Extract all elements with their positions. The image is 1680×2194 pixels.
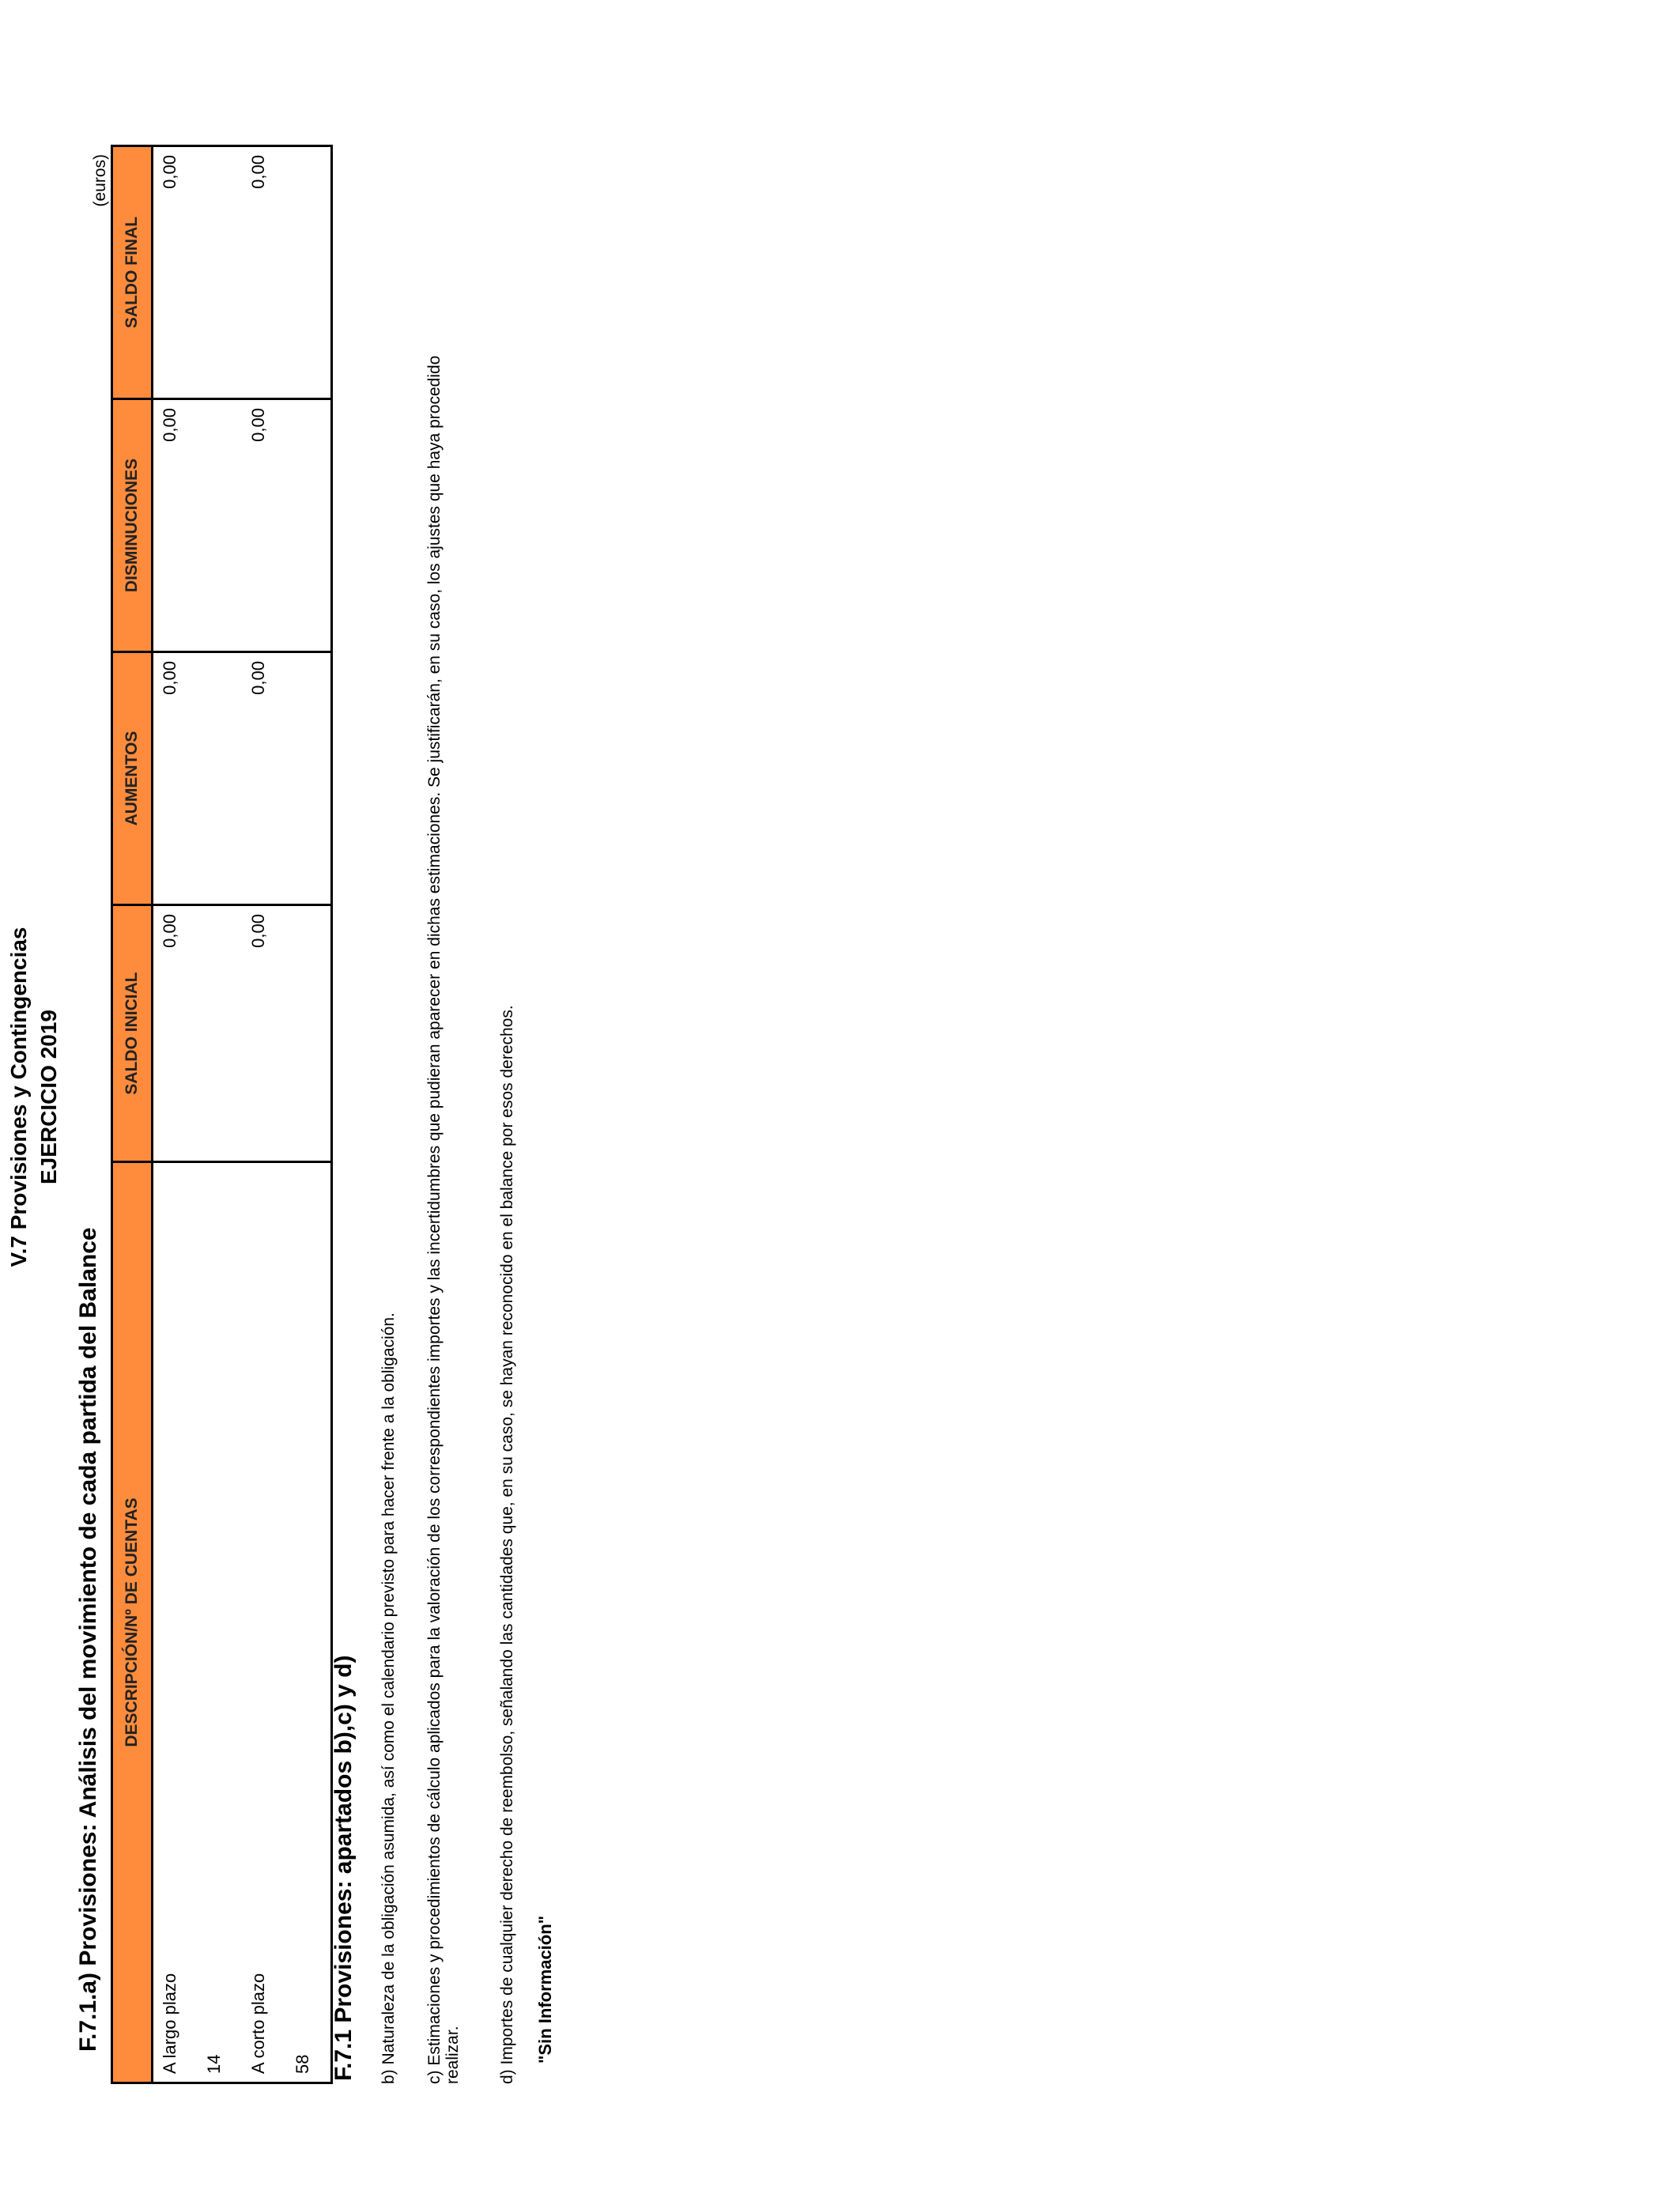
cell-saldo-inicial: 0,00 xyxy=(153,905,198,1162)
table-row xyxy=(198,146,242,2083)
section-a-title: F.7.1.a) Provisiones: Análisis del movimiento de cada partida del Balance xyxy=(75,1227,101,2052)
sin-informacion-note: "Sin Información" xyxy=(535,1915,555,2064)
col-header-saldo-inicial: SALDO INICIAL xyxy=(112,905,153,1162)
page-title: V.7 Provisiones y Contingencias xyxy=(6,927,31,1267)
cell-disminuciones xyxy=(198,399,242,652)
section-f-title: F.7.1 Provisiones: apartados b),c) y d) xyxy=(330,1655,357,2081)
cell-saldo-final xyxy=(286,146,332,399)
cell-saldo-final: 0,00 xyxy=(153,146,198,399)
cell-aumentos: 0,00 xyxy=(242,652,286,905)
cell-desc: 14 xyxy=(198,1162,242,2083)
col-header-saldo-final: SALDO FINAL xyxy=(112,146,153,399)
page-subtitle: EJERCICIO 2019 xyxy=(36,1010,61,1184)
cell-disminuciones: 0,00 xyxy=(153,399,198,652)
col-header-aumentos: AUMENTOS xyxy=(112,652,153,905)
cell-desc: 58 xyxy=(286,1162,332,2083)
cell-aumentos xyxy=(198,652,242,905)
cell-desc: A corto plazo xyxy=(242,1162,286,2083)
cell-saldo-inicial xyxy=(286,905,332,1162)
cell-aumentos: 0,00 xyxy=(153,652,198,905)
paragraph-c: c) Estimaciones y procedimientos de cálculo aplicados para la valoración de los correspondientes importes y las incertidumbres que pudieran aparecer en dichas estimaciones. Se justificarán, en su caso, los ajustes que haya procedido realizar. xyxy=(425,355,462,2084)
unit-label: (euros) xyxy=(91,154,109,207)
cell-aumentos xyxy=(286,652,332,905)
col-header-descripcion: DESCRIPCIÓN/Nº DE CUENTAS xyxy=(112,1162,153,2083)
cell-saldo-inicial: 0,00 xyxy=(242,905,286,1162)
cell-desc: A largo plazo xyxy=(153,1162,198,2083)
cell-saldo-final xyxy=(198,146,242,399)
col-header-disminuciones: DISMINUCIONES xyxy=(112,399,153,652)
table-header-row xyxy=(112,146,153,2083)
paragraph-d: d) Importes de cualquier derecho de reembolso, señalando las cantidades que, en su caso, se hayan reconocido en el balance por esos derechos. xyxy=(498,1005,516,2084)
table-row xyxy=(242,146,286,2083)
table-row xyxy=(286,146,332,2083)
paragraph-b: b) Naturaleza de la obligación asumida, así como el calendario previsto para hacer frente a la obligación. xyxy=(379,1312,398,2084)
provisions-table xyxy=(111,145,333,2084)
table-row xyxy=(153,146,198,2083)
cell-saldo-inicial xyxy=(198,905,242,1162)
cell-disminuciones: 0,00 xyxy=(242,399,286,652)
cell-saldo-final: 0,00 xyxy=(242,146,286,399)
cell-disminuciones xyxy=(286,399,332,652)
